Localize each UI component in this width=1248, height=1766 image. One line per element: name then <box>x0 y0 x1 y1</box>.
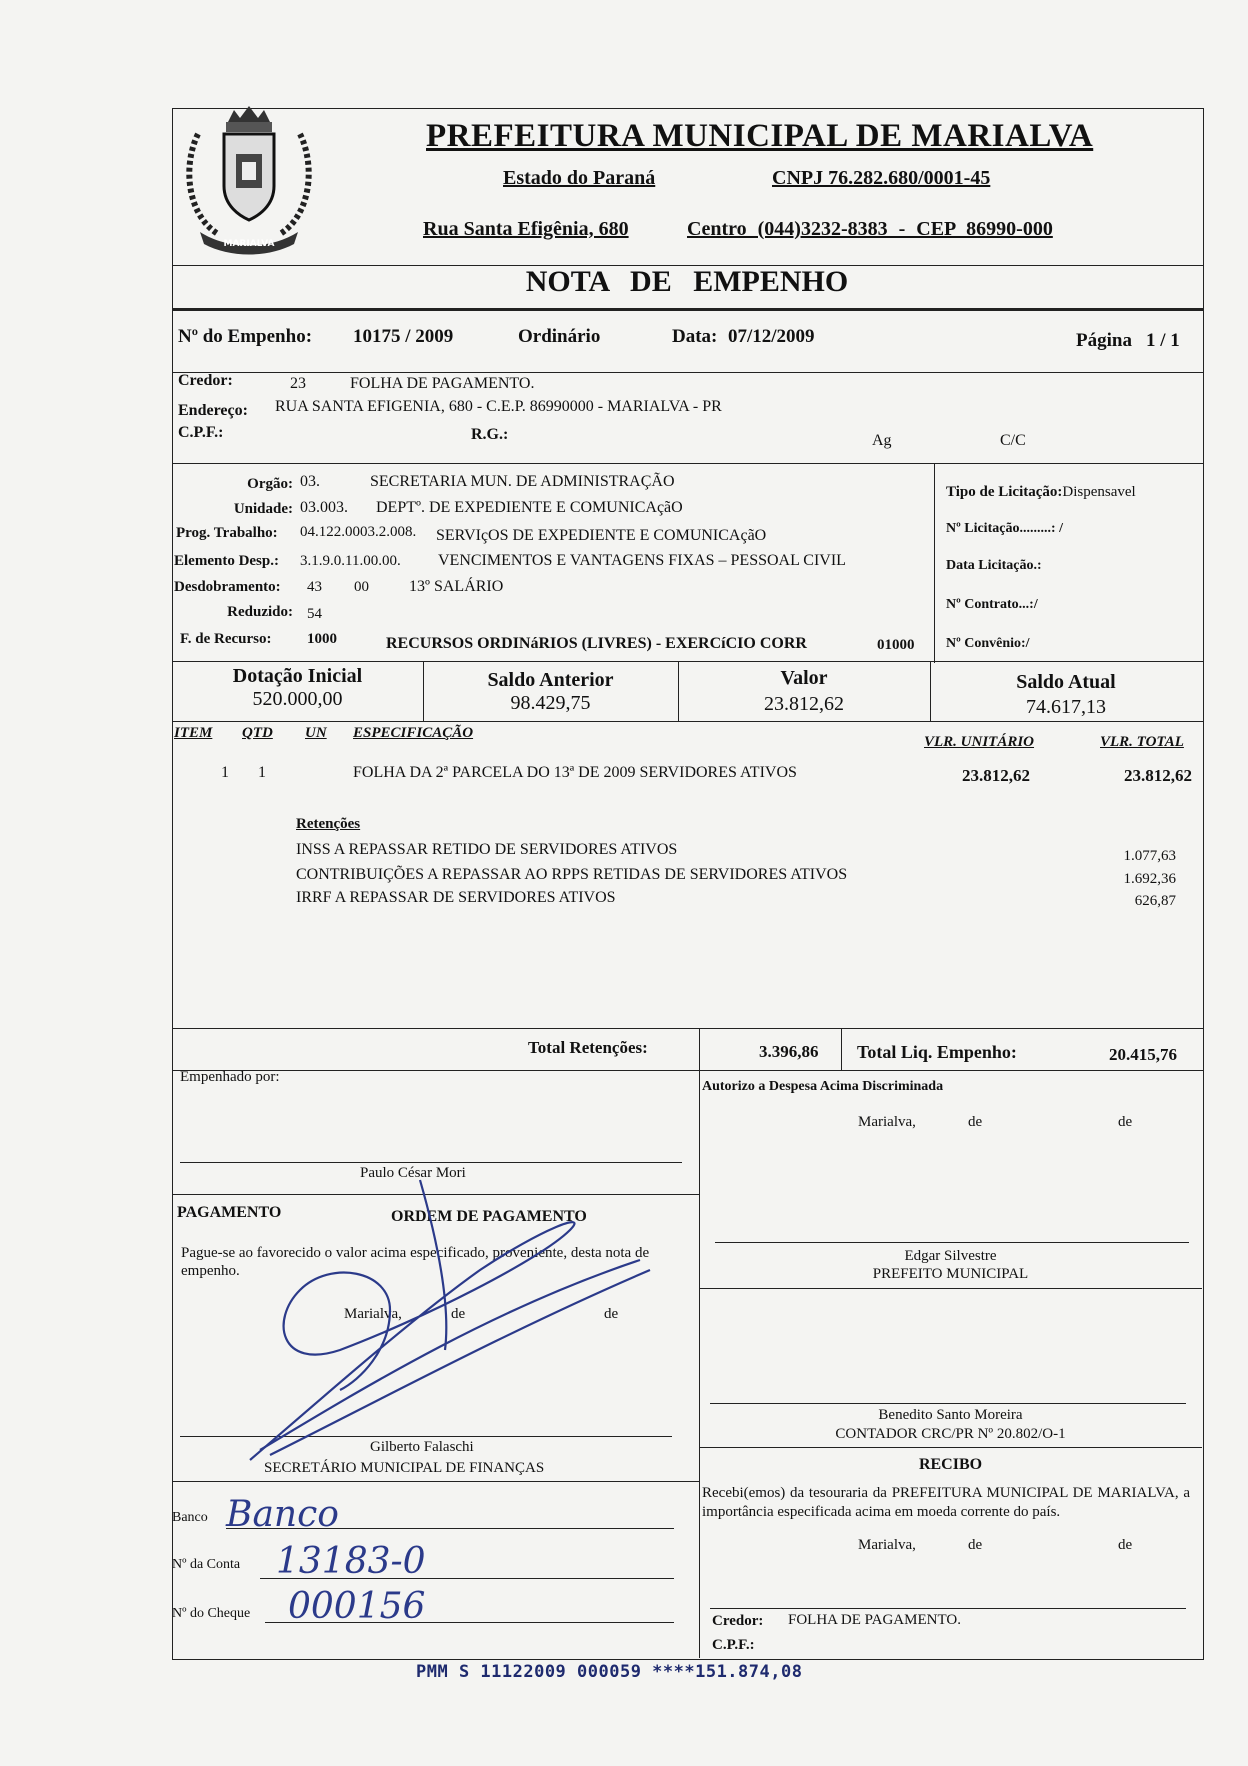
retencao-desc: IRRF A REPASSAR DE SERVIDORES ATIVOS <box>296 889 616 906</box>
autorizo-day-de: de <box>968 1114 983 1130</box>
saldo-atual-label: Saldo Atual <box>1016 671 1116 693</box>
reduzido-value: 54 <box>307 606 322 622</box>
valor-value: 23.812,62 <box>764 693 844 715</box>
elemento-label: Elemento Desp.: <box>174 553 279 569</box>
prog-code: 04.122.0003.2.008. <box>300 524 417 540</box>
licitacao-type <box>946 484 1136 501</box>
document-title: NOTA DE EMPENHO <box>525 265 849 298</box>
payment-day-de: de <box>451 1306 466 1322</box>
empenho-type: Ordinário <box>518 326 601 347</box>
prefeito-role: PREFEITO MUNICIPAL <box>872 1266 1029 1282</box>
prog-name: SERVIçOS DE EXPEDIENTE E COMUNICAçãO <box>436 527 767 544</box>
empenho-number-label: Nº do Empenho: <box>178 326 313 347</box>
saldo-atual-value: 74.617,13 <box>1026 696 1106 718</box>
payment-month-de: de <box>604 1306 619 1322</box>
cheque-label: Nº do Cheque <box>172 1606 251 1621</box>
retencao-value: 626,87 <box>1134 893 1176 909</box>
pagamento-label: PAGAMENTO <box>177 1204 282 1221</box>
col-especificacao: ESPECIFICAÇÃO <box>353 725 474 741</box>
dotacao-inicial-value: 520.000,00 <box>252 688 343 710</box>
cnpj: CNPJ 76.282.680/0001-45 <box>772 167 991 189</box>
licitacao-number: Nº Licitação.........: / <box>946 521 1063 536</box>
desdobramento-sub: 00 <box>354 579 369 595</box>
item-description: FOLHA DA 2ª PARCELA DO 13ª DE 2009 SERVIDORES ATIVOS <box>353 764 797 781</box>
retencao-desc: CONTRIBUIÇÕES A REPASSAR AO RPPS RETIDAS DE SERVIDORES ATIVOS <box>296 866 848 883</box>
credor-code: 23 <box>290 375 306 392</box>
licitacao-type-label: Tipo de Licitação: <box>946 484 1063 500</box>
unidade-name: DEPTº. DE EXPEDIENTE E COMUNICAçãO <box>376 499 683 516</box>
agency-label: Ag <box>872 432 892 449</box>
col-unit-value: VLR. UNITÁRIO <box>924 734 1035 750</box>
unidade-label: Unidade: <box>233 501 293 517</box>
secretario-role: SECRETÁRIO MUNICIPAL DE FINANÇAS <box>264 1460 545 1476</box>
street-address: Rua Santa Efigênia, 680 <box>423 218 629 240</box>
orgao-label: Orgão: <box>247 476 293 492</box>
district-phone-cep: Centro (044)3232-8383 - CEP 86990-000 <box>687 218 1053 240</box>
licitacao-date: Data Licitação.: <box>946 558 1042 573</box>
page-label: Página <box>1076 330 1132 351</box>
recibo-day-de: de <box>968 1537 983 1553</box>
saldo-anterior-label: Saldo Anterior <box>487 669 614 691</box>
recibo-title: RECIBO <box>918 1456 983 1473</box>
address-label: Endereço: <box>178 402 248 419</box>
col-total-value: VLR. TOTAL <box>1100 734 1184 750</box>
contador-name: Benedito Santo Moreira <box>878 1407 1023 1423</box>
cpf-label: C.P.F.: <box>178 424 224 441</box>
coat-of-arms-logo <box>178 104 320 259</box>
signature-mark <box>240 1150 660 1480</box>
valor-label: Valor <box>780 667 828 689</box>
desdobramento-label: Desdobramento: <box>174 579 281 595</box>
state-name: Estado do Paraná <box>503 167 656 189</box>
recibo-credor-label: Credor: <box>712 1613 764 1629</box>
total-liquido-label: Total Liq. Empenho: <box>857 1042 1017 1062</box>
payment-city: Marialva, <box>344 1306 402 1322</box>
ordem-pagamento-label: ORDEM DE PAGAMENTO <box>391 1208 587 1225</box>
total-retencoes-label: Total Retenções: <box>528 1038 648 1057</box>
col-qtd: QTD <box>242 725 273 741</box>
svg-text:MARIALVA: MARIALVA <box>223 239 275 249</box>
item-total-value: 23.812,62 <box>1124 766 1192 785</box>
orgao-name: SECRETARIA MUN. DE ADMINISTRAÇÃO <box>370 473 675 490</box>
handwritten-bank: Banco <box>226 1494 339 1535</box>
empenhado-por-label: Empenhado por: <box>180 1069 280 1085</box>
contract-number: Nº Contrato...:/ <box>946 597 1038 612</box>
rg-label: R.G.: <box>471 426 509 443</box>
autorizo-month-de: de <box>1118 1114 1133 1130</box>
handwritten-cheque: 000156 <box>288 1586 426 1627</box>
address-value: RUA SANTA EFIGENIA, 680 - C.E.P. 86990000 - MARIALVA - PR <box>275 398 722 415</box>
prog-label: Prog. Trabalho: <box>176 525 278 541</box>
prefeito-name: Edgar Silvestre <box>904 1248 997 1264</box>
recurso-label: F. de Recurso: <box>180 631 272 647</box>
handwritten-account: 13183-0 <box>276 1541 426 1582</box>
saldo-anterior-value: 98.429,75 <box>510 692 591 714</box>
credor-name: FOLHA DE PAGAMENTO. <box>350 375 535 392</box>
municipality-title: PREFEITURA MUNICIPAL DE MARIALVA <box>426 118 1094 154</box>
page-number: 1 / 1 <box>1146 330 1180 351</box>
recurso-name: RECURSOS ORDINáRIOS (LIVRES) - EXERCíCIO CORR <box>386 635 807 652</box>
item-unit-value: 23.812,62 <box>962 766 1030 785</box>
retencao-value: 1.692,36 <box>1123 871 1176 887</box>
dotacao-inicial-label: Dotação Inicial <box>232 665 363 687</box>
item-qtd: 1 <box>258 764 266 781</box>
retencoes-title: Retenções <box>296 816 361 832</box>
pague-se-text: Pague-se ao favorecido o valor acima especificado, proveniente, desta nota de empenho. <box>181 1245 650 1279</box>
empenho-date-label: Data: <box>672 326 718 347</box>
col-item: ITEM <box>174 725 213 741</box>
empenhado-por-name: Paulo César Mori <box>360 1165 466 1181</box>
recibo-city: Marialva, <box>858 1537 916 1553</box>
orgao-code: 03. <box>300 473 320 490</box>
contador-role: CONTADOR CRC/PR Nº 20.802/O-1 <box>835 1426 1066 1442</box>
total-retencoes-value: 3.396,86 <box>759 1042 819 1061</box>
recibo-text: Recebi(emos) da tesouraria da PREFEITURA MUNICIPAL DE MARIALVA, a importância especificada acima em moeda corrente do país. <box>702 1485 1190 1520</box>
conta-label: Nº da Conta <box>172 1557 241 1572</box>
total-liquido-value: 20.415,76 <box>1109 1045 1177 1064</box>
reduzido-label: Reduzido: <box>227 604 293 620</box>
licitacao-type-value: Dispensavel <box>1062 484 1136 500</box>
empenho-number: 10175 / 2009 <box>353 326 454 347</box>
authentication-stamp: PMM S 11122009 000059 ****151.874,08 <box>416 1662 803 1682</box>
retencao-desc: INSS A REPASSAR RETIDO DE SERVIDORES ATIVOS <box>296 841 678 858</box>
banco-label: Banco <box>172 1510 208 1525</box>
item-number: 1 <box>221 764 229 781</box>
account-label: C/C <box>1000 432 1026 449</box>
credor-label: Credor: <box>178 372 233 389</box>
desdobramento-code: 43 <box>307 579 322 595</box>
convenio-number: Nº Convênio:/ <box>946 636 1030 651</box>
secretario-name: Gilberto Falaschi <box>370 1439 474 1455</box>
col-un: UN <box>305 725 327 741</box>
desdobramento-name: 13º SALÁRIO <box>409 578 504 595</box>
unidade-code: 03.003. <box>300 499 348 516</box>
recurso-extra: 01000 <box>877 637 915 653</box>
empenho-date: 07/12/2009 <box>728 326 815 347</box>
autorizo-city: Marialva, <box>858 1114 916 1130</box>
recibo-month-de: de <box>1118 1537 1133 1553</box>
recurso-code: 1000 <box>307 631 337 647</box>
recibo-cpf-label: C.P.F.: <box>712 1637 755 1653</box>
autorizo-label: Autorizo a Despesa Acima Discriminada <box>702 1079 944 1094</box>
elemento-name: VENCIMENTOS E VANTAGENS FIXAS – PESSOAL CIVIL <box>438 552 846 569</box>
retencao-value: 1.077,63 <box>1123 848 1176 864</box>
recibo-credor-name: FOLHA DE PAGAMENTO. <box>788 1612 961 1628</box>
elemento-code: 3.1.9.0.11.00.00. <box>300 553 401 569</box>
